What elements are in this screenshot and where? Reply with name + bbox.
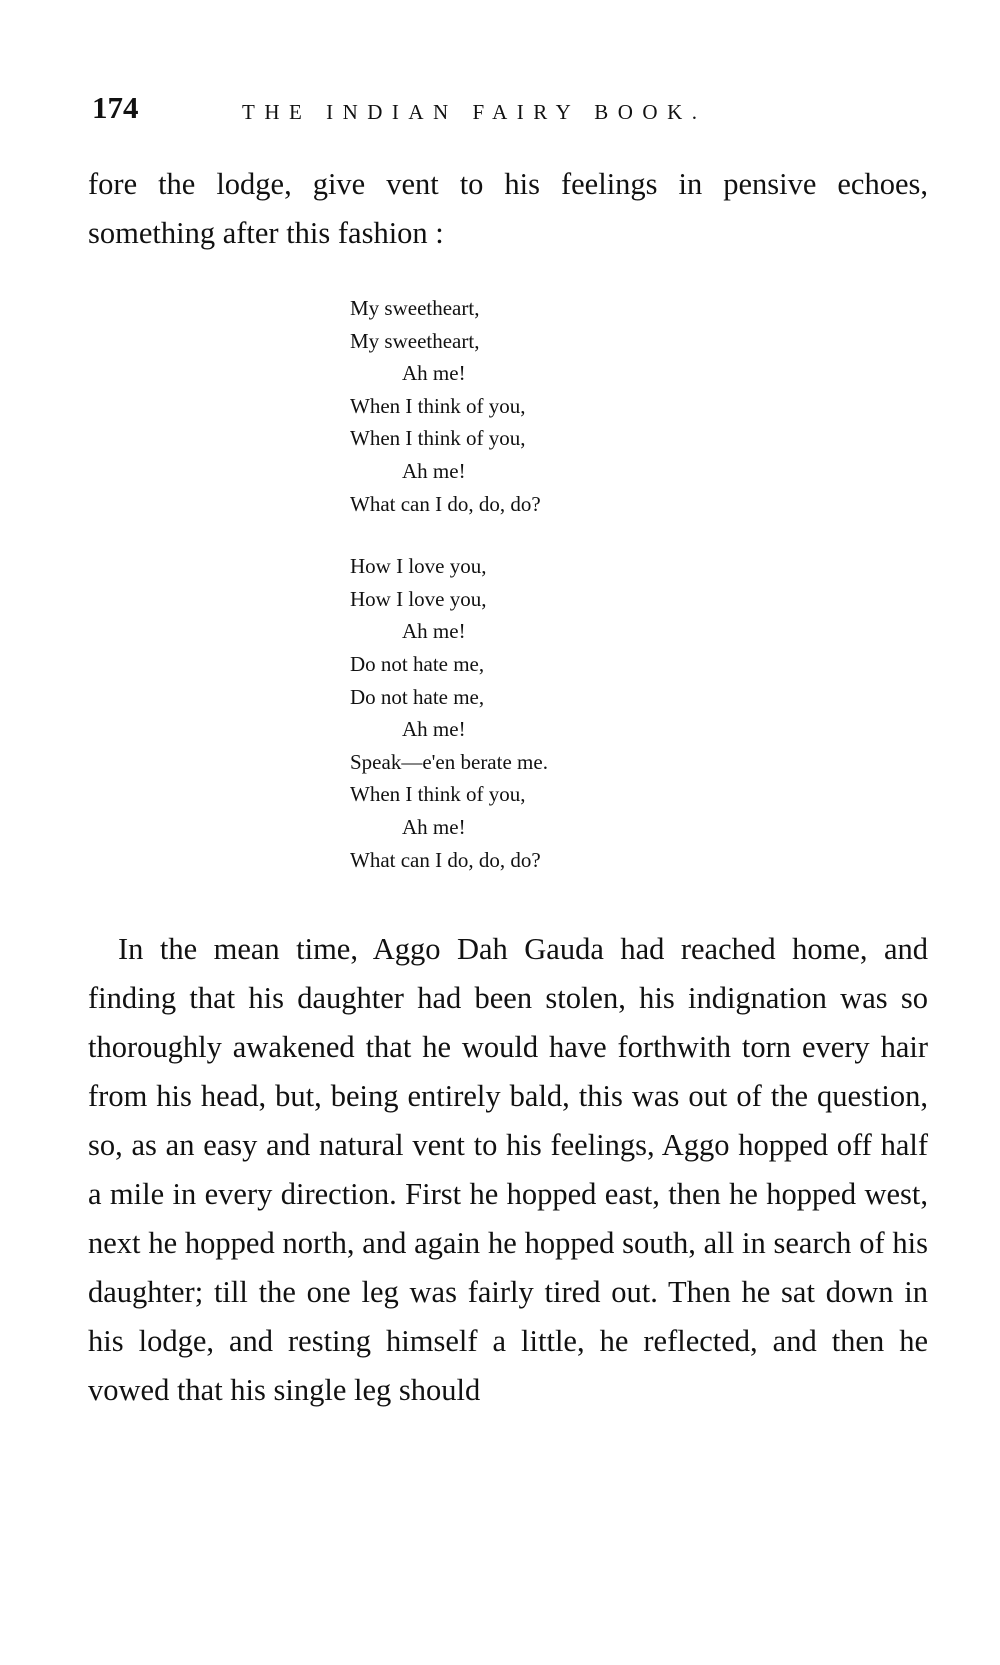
verse-line: Do not hate me, [350,684,485,709]
verse-line: When I think of you, [350,782,526,807]
stanza-2 [350,550,770,876]
verse-line-refrain: Ah me! [402,458,466,483]
page-number: 174 [92,90,139,125]
verse-line-refrain: Ah me! [402,361,466,386]
verse-line: My sweetheart, [350,296,480,320]
verse-line: When I think of you, [350,426,526,451]
verse-line-refrain: Ah me! [402,814,466,839]
verse-line-refrain: Ah me! [402,619,466,644]
verse-line: Speak—e'en berate me. [350,749,548,774]
top-paragraph-block [88,160,928,258]
stanza-divider [350,520,770,550]
poem [350,292,770,876]
bottom-paragraph-block [88,925,928,1415]
running-title: THE INDIAN FAIRY BOOK. [242,100,707,124]
verse-line: What can I do, do, do? [350,847,541,872]
verse-line: My sweetheart, [350,328,480,353]
verse-line: Do not hate me, [350,651,485,676]
verse-line: How I love you, [350,586,487,611]
bottom-paragraph: In the mean time, Aggo Dah Gauda had reached home, and finding that his daughter had been stolen, his indignation was so thoroughly awakened that he would have forthwith torn every hair from his head, but, being entirely bald, this was out of the question, so, as an easy and natural vent to his feelings, Aggo hopped off half a mile in every direction. First he hopped east, then he hopped west, next he hopped north, and again he hopped south, all in search of his daughter; till the one leg was fairly tired out. Then he sat down in his lodge, and resting himself a little, he reflected, and then he vowed that his single leg should [88,932,928,1407]
verse-line-refrain: Ah me! [402,717,466,742]
page-header [92,88,912,128]
stanza-1 [350,292,770,520]
verse-line: What can I do, do, do? [350,491,541,516]
verse-line: When I think of you, [350,393,526,418]
verse-line: How I love you, [350,554,487,579]
top-paragraph: fore the lodge, give vent to his feelings in pensive echoes, something after this fashion : [88,167,928,250]
